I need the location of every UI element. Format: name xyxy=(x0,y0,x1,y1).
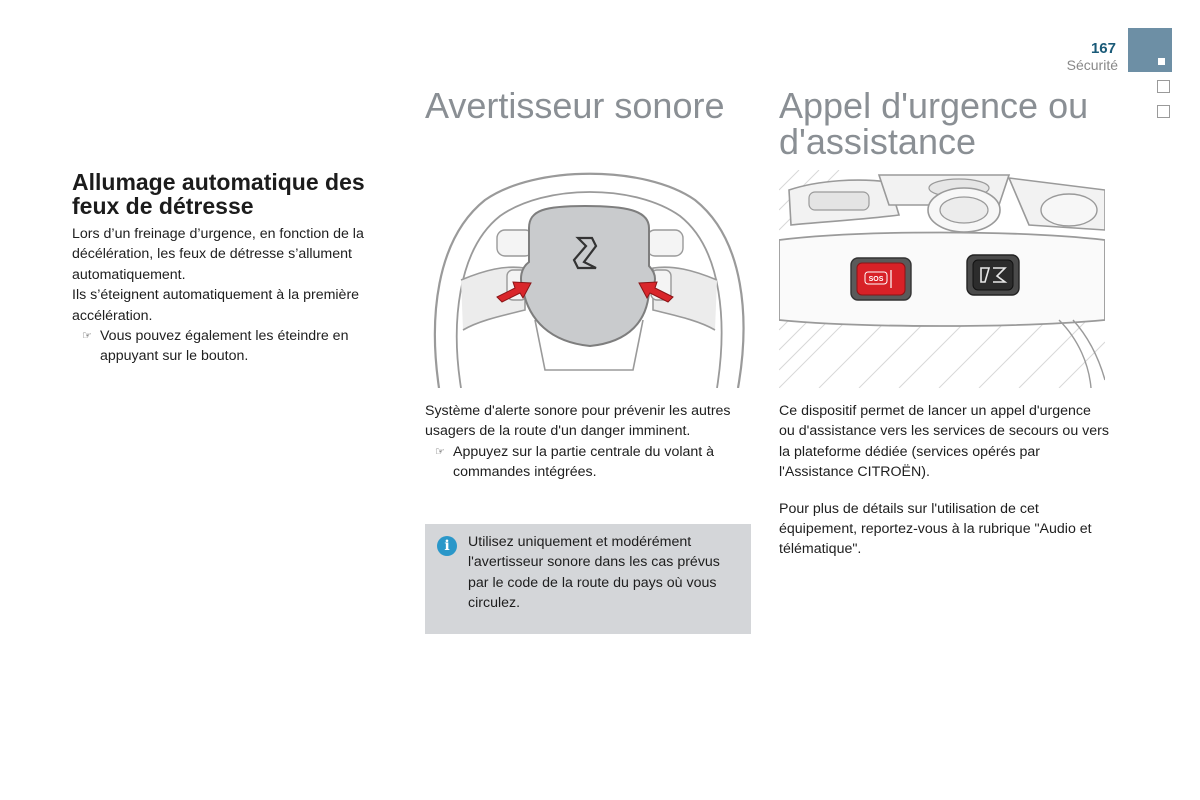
section-tab-active[interactable] xyxy=(1128,28,1172,72)
sos-button[interactable] xyxy=(851,258,911,300)
page-number: 167 xyxy=(1090,40,1116,57)
emergency-paragraph: Pour plus de détails sur l'utilisation de cet équipement, reportez-vous à la rubrique "Audio et télématique". xyxy=(779,500,1092,558)
emergency-text-block xyxy=(779,401,1109,560)
hazard-bullet-text: Vous pouvez également les éteindre en appuyant sur le bouton. xyxy=(100,328,349,365)
hazard-paragraph: Ils s’éteignent automatiquement à la première accélération. xyxy=(72,287,360,324)
hazard-title: Allumage automatique des feux de détresse xyxy=(72,169,365,219)
pointing-hand-icon: ☞ xyxy=(435,445,445,458)
steering-wheel-illustration xyxy=(425,170,751,388)
horn-text-block xyxy=(425,401,751,483)
hazard-bullet xyxy=(72,326,397,367)
section-tab-box[interactable] xyxy=(1157,80,1170,93)
ceiling-console-illustration xyxy=(779,170,1105,388)
horn-paragraph: Système d'alerte sonore pour prévenir les autres usagers de la route d'un danger imminent. xyxy=(425,403,731,440)
emergency-paragraph: Ce dispositif permet de lancer un appel d'urgence ou d'assistance vers les services de secours ou vers la plateforme dédiée (services opérés par l'Assistance CITROËN). xyxy=(779,403,1109,481)
emergency-title: Appel d'urgence ou d'assistance xyxy=(779,85,1089,162)
hazard-paragraph: Lors d’un freinage d’urgence, en fonction de la décélération, les feux de détresse s’allument automatiquement. xyxy=(72,226,364,283)
section-name: Sécurité xyxy=(1066,57,1118,73)
sos-label: SOS xyxy=(868,276,884,283)
horn-bullet xyxy=(425,442,751,483)
info-text: Utilisez uniquement et modérément l'avertisseur sonore dans les cas prévus par le code de la route du pays où vous circulez. xyxy=(468,534,720,612)
hazard-text-block xyxy=(72,224,397,367)
tab-dot-icon xyxy=(1158,58,1165,65)
section-tab-box[interactable] xyxy=(1157,105,1170,118)
pointing-hand-icon: ☞ xyxy=(82,330,92,343)
horn-bullet-text: Appuyez sur la partie centrale du volant à commandes intégrées. xyxy=(453,443,715,481)
horn-title: Avertisseur sonore xyxy=(425,85,725,126)
info-icon: i xyxy=(437,536,457,556)
assistance-button[interactable] xyxy=(967,255,1019,295)
